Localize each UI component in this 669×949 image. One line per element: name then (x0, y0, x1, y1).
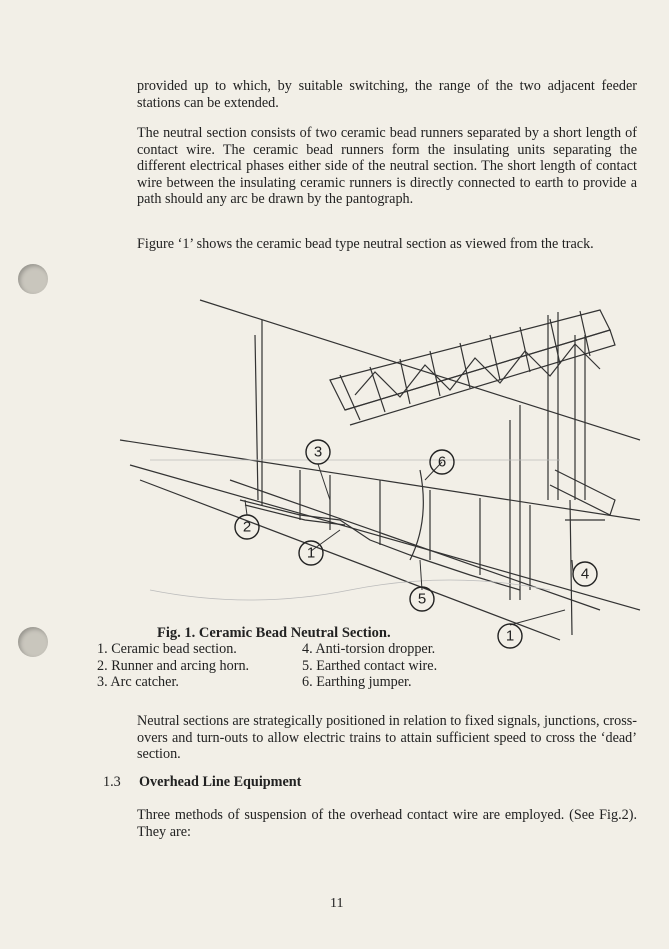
legend-item: 4. Anti-torsion dropper. (302, 641, 436, 657)
svg-text:2: 2 (242, 518, 252, 536)
svg-text:4: 4 (580, 565, 590, 583)
callout-4 (573, 562, 597, 586)
paragraph-feeder-stations: provided up to which, by suitable switching, the range of the two adjacent feeder stations can be extended. (137, 78, 637, 111)
callout-3 (306, 440, 330, 464)
callout-2 (235, 515, 259, 539)
legend-item: 6. Earthing jumper. (302, 674, 412, 690)
legend-item: 1. Ceramic bead section. (97, 641, 237, 657)
paragraph-neutral-section: The neutral section consists of two ceramic bead runners separated by a short length of contact wire. The ceramic bead runners form the insulating units separating the different electrical phases either side of the neutral section. The short length of contact wire between the insulating ceramic runners is directly connected to earth to provide a path should any arc be drawn by the pantograph. (137, 125, 637, 207)
paragraph-suspension-methods: Three methods of suspension of the overhead contact wire are employed. (See Fig.2). They are: (137, 807, 637, 840)
svg-text:3: 3 (313, 443, 323, 461)
svg-text:6: 6 (437, 453, 447, 471)
legend-item: 2. Runner and arcing horn. (97, 657, 250, 674)
callout-6 (430, 450, 454, 474)
legend-item: 3. Arc catcher. (97, 674, 179, 690)
figure-title: Fig. 1. Ceramic Bead Neutral Section. (157, 625, 391, 641)
legend-item: 5. Earthed contact wire. (302, 657, 438, 674)
callout-5 (410, 587, 434, 611)
svg-text:5: 5 (417, 590, 427, 608)
figure-legend-right (302, 641, 437, 691)
paragraph-figure-reference: Figure ‘1’ shows the ceramic bead type neutral section as viewed from the track. (137, 236, 594, 252)
section-number: 1.3 (103, 774, 121, 790)
svg-text:1: 1 (505, 627, 515, 645)
section-heading: Overhead Line Equipment (139, 774, 302, 790)
callout-1-lower (498, 624, 522, 648)
svg-text:1: 1 (306, 544, 316, 562)
page-number: 11 (330, 896, 344, 911)
figure-legend-left (97, 641, 249, 691)
paragraph-neutral-positioning: Neutral sections are strategically positioned in relation to fixed signals, junctions, cross-overs and turn-outs to allow electric trains to attain sufficient speed to cross the ‘dead’ section. (137, 713, 637, 762)
callout-1-upper (299, 541, 323, 565)
